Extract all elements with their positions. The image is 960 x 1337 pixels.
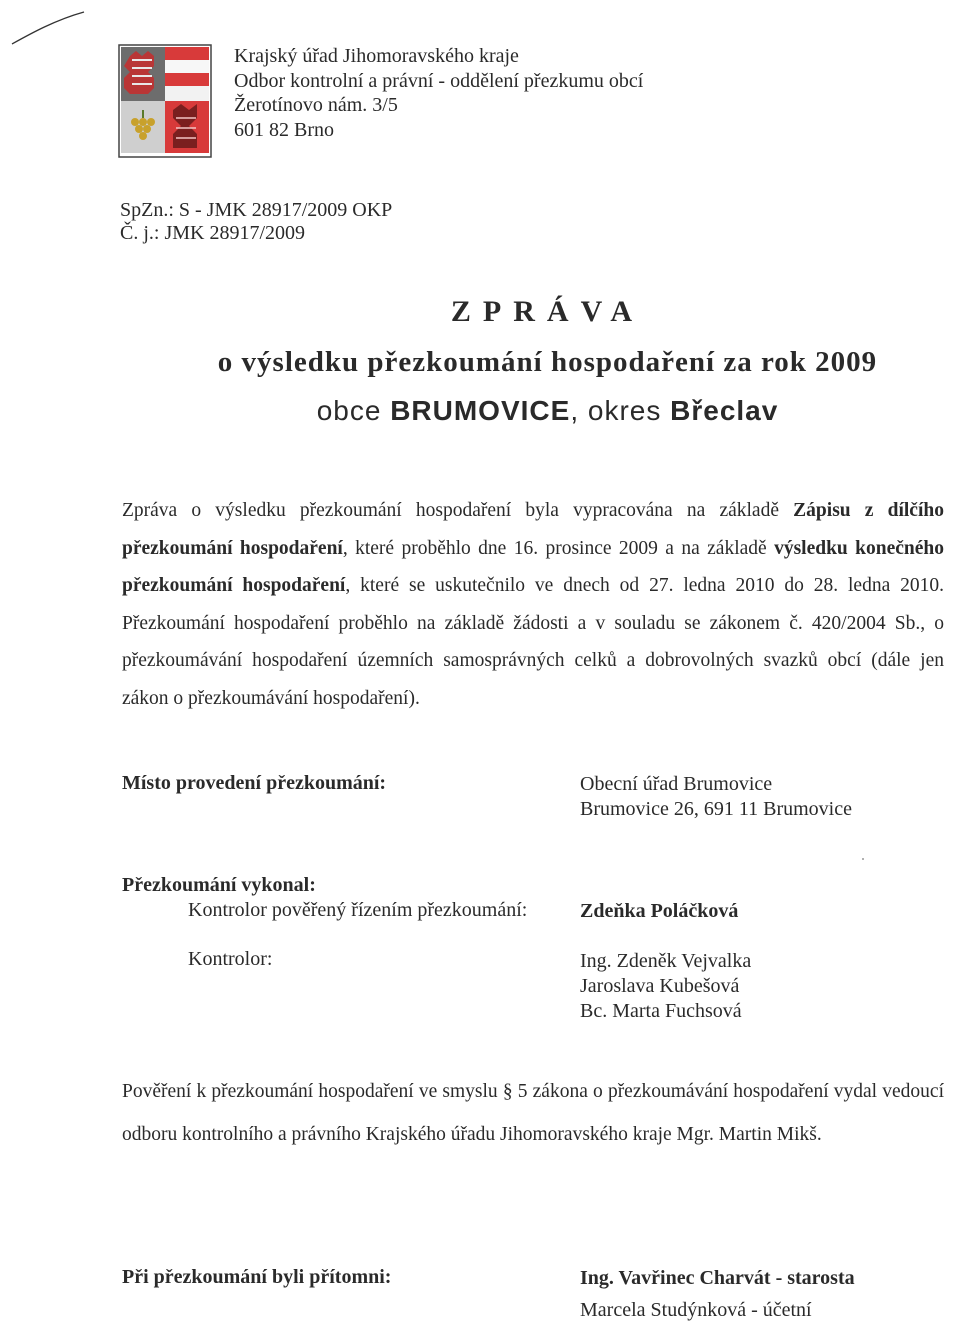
place-label: Místo provedení přezkoumání: — [122, 772, 387, 794]
scan-speck — [862, 858, 864, 860]
present-mayor: Ing. Vavřinec Charvát - starosta — [580, 1267, 855, 1289]
intro-text-3: , které se uskutečnilo ve dnech od 27. ledna 2010 do 28. ledna 2010. Přezkoumání hospodaření proběhlo na základě žádosti a v souladu se zákonem č. 420/2004 Sb., o přezkoumávání hospodaření územních samosprávných celků a dobrovolných svazků obcí (dále jen zákon o přezkoumávání hospodaření). — [122, 575, 945, 709]
intro-bold-partial-review: Zápisu z dílčího přezkoumání hospodaření — [122, 500, 944, 559]
document-title: ZPRÁVA — [450, 295, 645, 328]
case-reference: Č. j.: JMK 28917/2009 — [120, 222, 306, 244]
present-accountant: Marcela Studýnková - účetní — [580, 1299, 812, 1321]
controller-name: Ing. Zdeněk Vejvalka — [580, 950, 752, 972]
pen-stroke-mark — [10, 8, 90, 48]
controller-name: Jaroslava Kubešová — [580, 975, 740, 997]
municipality-line — [0, 395, 960, 427]
place-office: Obecní úřad Brumovice — [580, 773, 773, 795]
present-label: Při přezkoumání byli přítomni: — [122, 1266, 392, 1288]
performed-by-label: Přezkoumání vykonal: — [122, 874, 316, 896]
document-subtitle: o výsledku přezkoumání hospodaření za rok 2009 — [217, 346, 878, 378]
authorization-paragraph: Pověření k přezkoumání hospodaření ve smyslu § 5 zákona o přezkoumávání hospodaření vydal vedoucí odboru kontrolního a právního Krajského úřadu Jihomoravského kraje Mgr. Martin Mikš. — [122, 1081, 944, 1145]
intro-text-1: Zpráva o výsledku přezkoumání hospodaření byla vypracována na základě — [122, 500, 794, 521]
lead-controller-label: Kontrolor pověřený řízením přezkoumání: — [188, 899, 528, 921]
address-line-office: Krajský úřad Jihomoravského kraje — [234, 45, 519, 67]
controller-name: Bc. Marta Fuchsová — [580, 1000, 742, 1022]
reference-numbers — [120, 199, 392, 245]
address-line-city: 601 82 Brno — [234, 118, 334, 141]
municipality-prefix: obce — [316, 395, 391, 426]
district-name: Břeclav — [670, 395, 779, 426]
address-line-street: Žerotínovo nám. 3/5 — [234, 94, 398, 116]
controller-label: Kontrolor: — [188, 948, 273, 970]
address-line-department: Odbor kontrolní a právní - oddělení přezkumu obcí — [234, 69, 644, 92]
file-reference: SpZn.: S - JMK 28917/2009 OKP — [120, 199, 393, 221]
intro-text-2: , které proběhlo dne 16. prosince 2009 a na základě — [342, 537, 775, 559]
office-address-block — [234, 44, 643, 142]
intro-paragraph — [122, 492, 944, 718]
intro-bold-final-review: výsledku konečného přezkoumání hospodaření — [122, 537, 944, 597]
municipality-name: BRUMOVICE — [390, 395, 571, 426]
controller-list — [580, 949, 751, 1024]
district-prefix: , okres — [570, 395, 671, 426]
lead-controller-name: Zdeňka Poláčková — [580, 900, 739, 922]
place-address: Brumovice 26, 691 11 Brumovice — [580, 798, 852, 820]
place-value — [580, 772, 852, 822]
coat-of-arms-logo — [118, 44, 212, 158]
